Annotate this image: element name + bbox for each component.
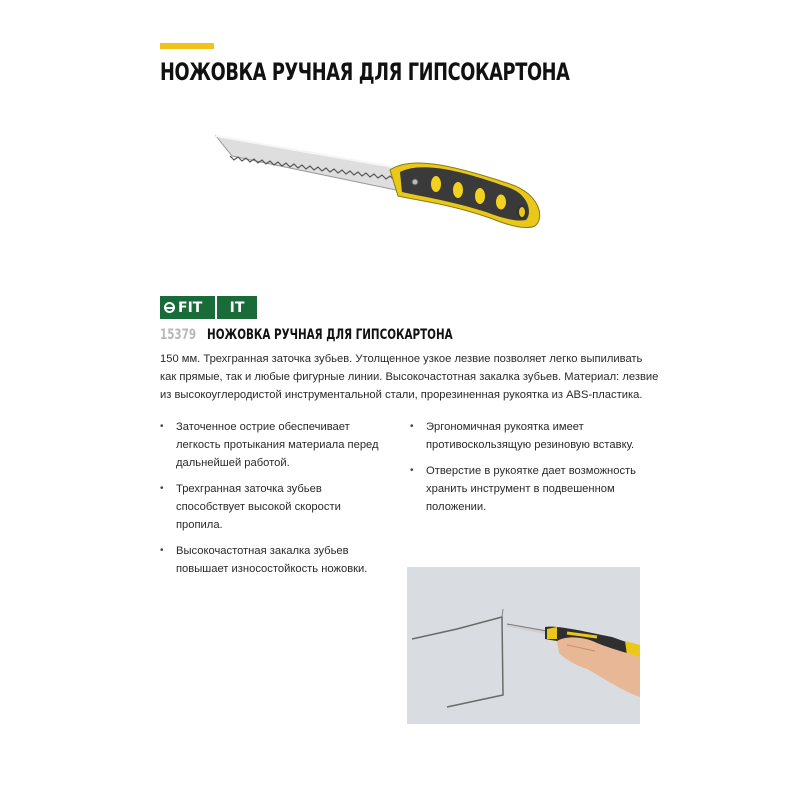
product-image-saw [210,126,550,236]
title-accent-bar [160,43,214,49]
feature-list-left [160,418,390,586]
page-title: НОЖОВКА РУЧНАЯ ДЛЯ ГИПСОКАРТОНА [160,58,570,86]
product-heading [160,327,453,343]
brand-badges [160,296,257,319]
it-label: IT [229,299,245,316]
feature-item: • Заточенное острие обеспечивает легкость протыкания материала перед дальнейшей работой. [160,418,390,472]
feature-item: • Отверстие в рукоятке дает возможность хранить инструмент в подвешенном положении. [410,462,640,516]
usage-photo [407,567,640,724]
product-code: 15379 [160,327,197,343]
feature-list-right [410,418,640,524]
feature-item: • Эргономичная рукоятка имеет противоскользящую резиновую вставку. [410,418,640,454]
fit-label: FIT [178,299,203,316]
fit-logo-icon [164,302,175,313]
it-badge [217,296,257,319]
feature-item: • Трехгранная заточка зубьев способствует высокой скорости пропила. [160,480,390,534]
feature-item: • Высокочастотная закалка зубьев повышает износостойкость ножовки. [160,542,390,578]
product-description: 150 мм. Трехгранная заточка зубьев. Утолщенное узкое лезвие позволяет легко выпиливать как прямые, так и любые фигурные линии. Высокочастотная закалка зубьев. Материал: лезвие из высокоуглеродистой инструментальной стали, прорезиненная рукоятка из ABS-пластика. [160,353,659,401]
fit-badge [160,296,215,319]
product-name: НОЖОВКА РУЧНАЯ ДЛЯ ГИПСОКАРТОНА [207,327,453,343]
